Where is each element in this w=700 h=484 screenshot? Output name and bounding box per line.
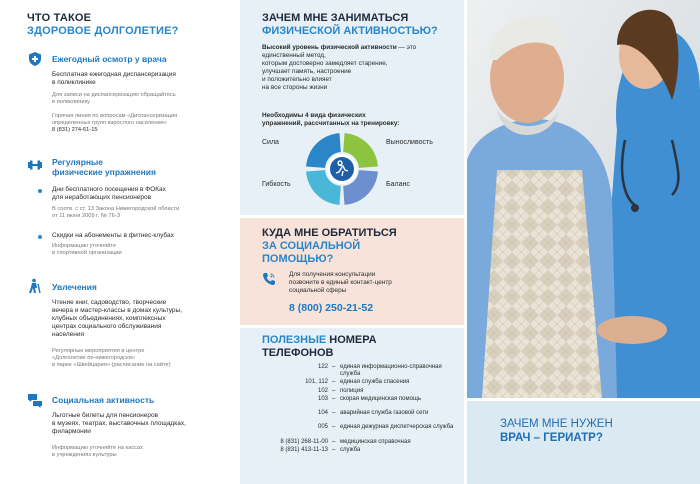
activity-title: ЗАЧЕМ МНЕ ЗАНИМАТЬСЯ ФИЗИЧЕСКОЙ АКТИВНОСТЬЮ? bbox=[262, 12, 438, 37]
runner-icon bbox=[330, 157, 354, 181]
phone-description: единая дежурная диспетчерская служба bbox=[340, 424, 454, 430]
exercise-wheel bbox=[304, 131, 380, 207]
social-text: Льготные билеты для пенсионеров в музеях, театрах, выставочных площадках, филармонии bbox=[52, 412, 186, 435]
hobbies-text: Чтение книг, садоводство, творческие вечера и мастер-классы в домах культуры, клубных объединениях, комплексных центрах социального обслуживания населения bbox=[52, 299, 183, 338]
phone-number[interactable]: 103 bbox=[317, 396, 328, 402]
phone-description: единая служба спасения bbox=[340, 379, 410, 385]
wheel-label-balance: Баланс bbox=[386, 181, 410, 188]
phone-number[interactable]: 102 bbox=[317, 388, 328, 394]
exercise-free-days: Дни бесплатного посещения в ФОКах для неработающих пенсионеров bbox=[52, 186, 166, 201]
exercise-types-title: Необходимы 4 вида физических упражнений, рассчитанных на тренировку: bbox=[262, 112, 400, 127]
phone-number[interactable]: 104 bbox=[317, 410, 328, 416]
social-help-text: Для получения консультации позвоните в единый контакт-центр социальной сферы bbox=[289, 271, 392, 294]
phone-description: единая информационно-справочная служба bbox=[340, 364, 442, 377]
phones-title: ПОЛЕЗНЫЕ НОМЕРА ТЕЛЕФОНОВ bbox=[262, 334, 377, 359]
wheel-label-strength: Сила bbox=[262, 139, 279, 146]
exercise-discounts: Скидки на абонементы в фитнес-клубах bbox=[52, 232, 174, 239]
chat-bubbles-icon bbox=[27, 392, 43, 408]
section-title-social: Социальная активность bbox=[52, 395, 155, 405]
phone-number[interactable]: 8 (831) 413-11-13 bbox=[280, 447, 328, 453]
wheel-label-flexibility: Гибкость bbox=[262, 181, 291, 188]
social-help-phone-link[interactable]: 8 (800) 250-21-52 bbox=[289, 302, 374, 314]
checkup-note: Для записи на диспансеризацию обращайтесь в поликлинику bbox=[52, 92, 176, 105]
checkup-text: Бесплатная ежегодная диспансеризация в поликлинике bbox=[52, 71, 176, 86]
phone-dash: – bbox=[332, 439, 336, 445]
middle-column bbox=[240, 0, 464, 484]
phone-description: аварийная служба газовой сети bbox=[340, 410, 429, 416]
phones-panel bbox=[240, 328, 464, 484]
person-cane-icon bbox=[27, 278, 43, 294]
bullet-dot bbox=[38, 235, 42, 239]
exercise-law-note: В соотв. с ст. 13 Закона Нижегородской области от 11 июня 2009 г. № 76-З bbox=[52, 206, 180, 219]
section-title-exercise: Регулярные физические упражнения bbox=[52, 157, 156, 177]
phone-dash: – bbox=[332, 364, 336, 370]
phone-number[interactable]: 101, 112 bbox=[305, 379, 328, 385]
social-help-title: КУДА МНЕ ОБРАТИТЬСЯ ЗА СОЦИАЛЬНОЙ ПОМОЩЬЮ? bbox=[262, 227, 397, 265]
phone-dash: – bbox=[332, 379, 336, 385]
phone-dash: – bbox=[332, 424, 336, 430]
right-column bbox=[467, 0, 700, 484]
left-column bbox=[0, 0, 237, 484]
doctor-patient-photo bbox=[467, 0, 700, 398]
phone-icon bbox=[262, 272, 276, 286]
social-help-panel bbox=[240, 218, 464, 325]
checkup-hotline: Горячая линия по вопросам «Диспансеризация определенных групп взрослого населения» 8 (831) 274-61-15 bbox=[52, 113, 178, 133]
phone-description: служба bbox=[340, 447, 361, 453]
phone-description: полиция bbox=[340, 388, 364, 394]
activity-paragraph: Высокий уровень физической активности — это единственный метод, которым достоверно замедляет старение, улучшает память, настроение и положительно влияет на все стороны жизни bbox=[262, 44, 417, 91]
phone-number[interactable]: 8 (831) 268-11-00 bbox=[280, 439, 328, 445]
phone-dash: – bbox=[332, 396, 336, 402]
section-title-hobbies: Увлечения bbox=[52, 282, 97, 292]
activity-panel bbox=[240, 0, 464, 215]
phone-description: медицинская справочная bbox=[340, 439, 411, 445]
phone-number[interactable]: 005 bbox=[317, 424, 328, 430]
dumbbell-icon bbox=[27, 157, 43, 173]
hobbies-note: Регулярные мероприятия в центре «Долголетие по-нижегородски» в парке «Швейцария» (расписание на сайте) bbox=[52, 348, 171, 368]
wheel-label-endurance: Выносливость bbox=[386, 139, 433, 146]
section-title-checkup: Ежегодный осмотр у врача bbox=[52, 54, 167, 64]
geriatrician-heading: ЗАЧЕМ МНЕ НУЖЕН ВРАЧ – ГЕРИАТР? bbox=[500, 418, 613, 444]
social-note: Информацию уточняйте на кассах в учреждениях культуры bbox=[52, 445, 144, 458]
exercise-discounts-note: Информацию уточняйте в спортивной организации bbox=[52, 243, 122, 256]
phone-dash: – bbox=[332, 388, 336, 394]
geriatrician-callout bbox=[467, 401, 700, 484]
phone-dash: – bbox=[332, 447, 336, 453]
main-heading: ЧТО ТАКОЕ ЗДОРОВОЕ ДОЛГОЛЕТИЕ? bbox=[27, 12, 179, 37]
shield-plus-icon bbox=[27, 51, 43, 67]
phone-dash: – bbox=[332, 410, 336, 416]
bullet-dot bbox=[38, 189, 42, 193]
phone-description: скорая медицинская помощь bbox=[340, 396, 422, 402]
phone-number[interactable]: 122 bbox=[317, 364, 328, 370]
